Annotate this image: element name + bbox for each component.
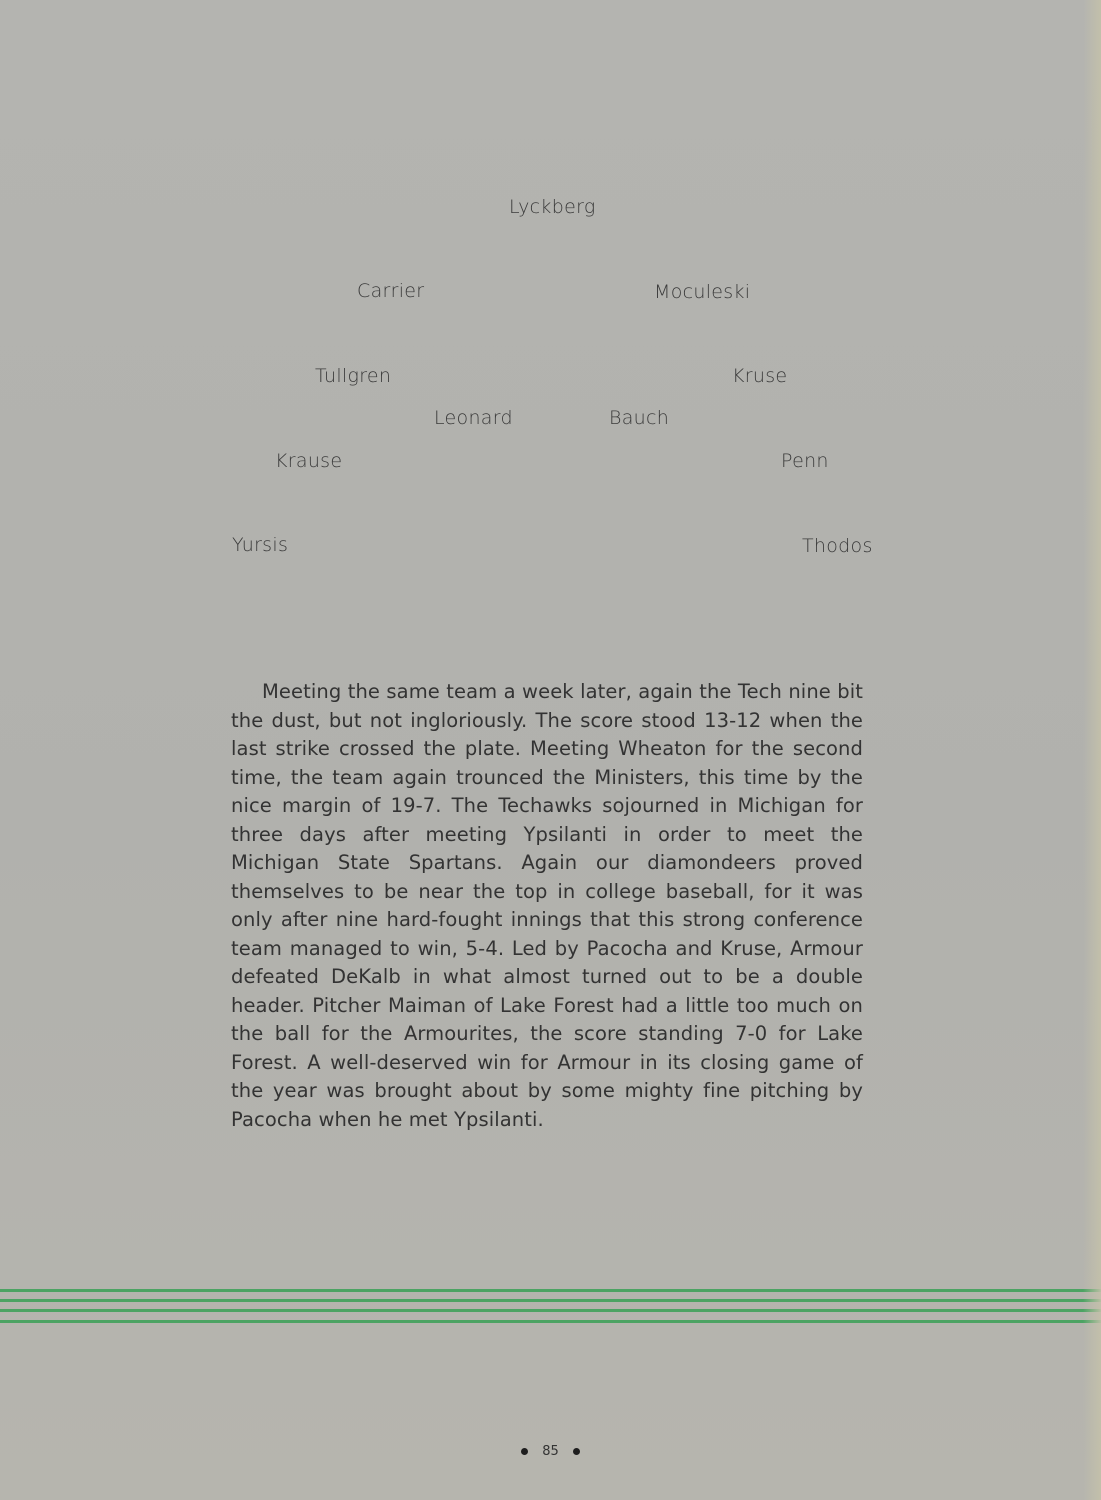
name-lyckberg: Lyckberg [509,196,596,218]
bullet-right-icon [573,1448,580,1455]
bullet-left-icon [521,1448,528,1455]
name-leonard: Leonard [434,407,513,429]
page-footer [0,1444,1101,1459]
green-rule-2 [0,1299,1101,1302]
page-number: 85 [542,1444,559,1459]
name-penn: Penn [781,450,829,472]
name-moculeski: Moculeski [654,281,751,303]
green-rule-1 [0,1289,1101,1292]
green-rule-3 [0,1309,1101,1312]
green-rule-4 [0,1320,1101,1323]
name-carrier: Carrier [357,280,425,302]
name-bauch: Bauch [609,407,670,429]
name-tullgren: Tullgren [315,365,392,387]
name-yursis: Yursis [232,534,289,556]
body-paragraph: Meeting the same team a week later, again the Tech nine bit the dust, but not ingloriously. The score stood 13-12 when the last strike crossed the plate. Meeting Wheaton for the second time, the team again trounced the Ministers, this time by the nice margin of 19-7. The Techawks sojourned in Michigan for three days after meeting Ypsilanti in order to meet the Michigan State Spartans. Again our diamondeers proved themselves to be near the top in college baseball, for it was only after nine hard-fought innings that this strong conference team managed to win, 5-4. Led by Pacocha and Kruse, Armour defeated DeKalb in what almost turned out to be a double header. Pitcher Maiman of Lake Forest had a little too much on the ball for the Armourites, the score standing 7-0 for Lake Forest. A well-deserved win for Armour in its closing game of the year was brought about by some mighty fine pitching by Pacocha when he met Ypsilanti. [231,680,863,1131]
name-krause: Krause [275,450,343,472]
name-kruse: Kruse [732,365,788,387]
name-thodos: Thodos [802,535,873,557]
